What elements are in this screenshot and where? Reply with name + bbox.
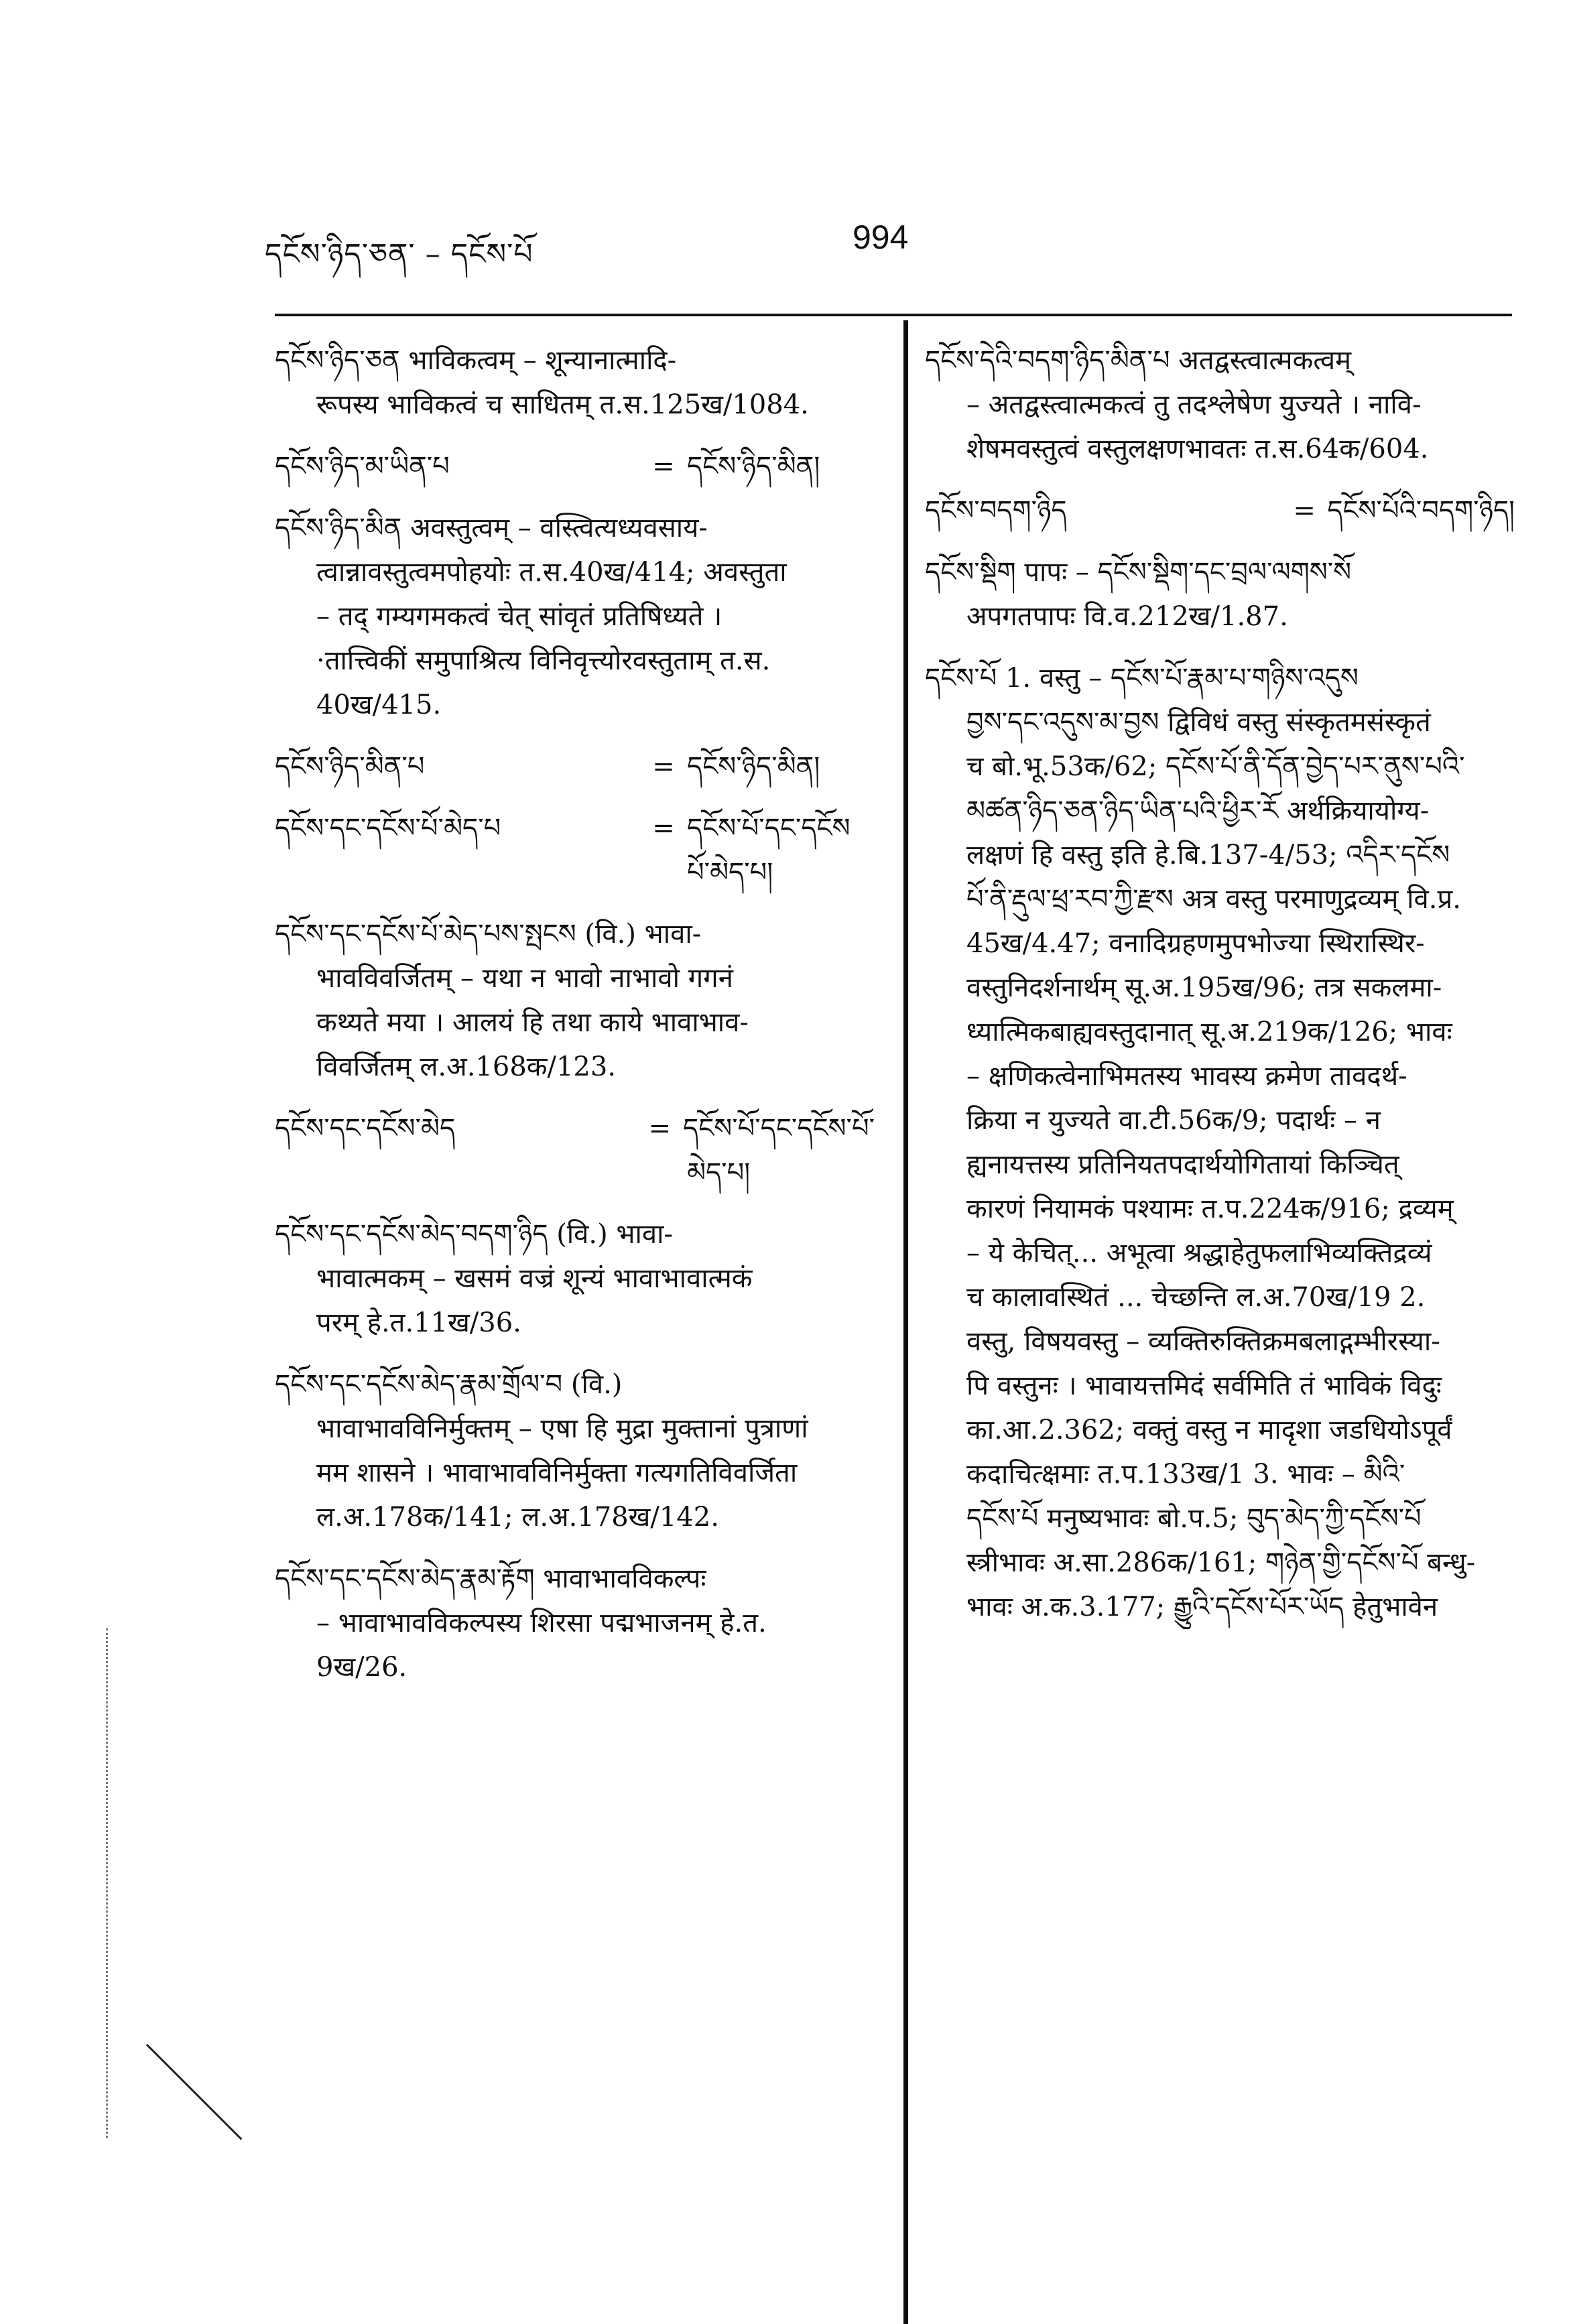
dictionary-entry	[275, 912, 875, 1089]
header-rule	[275, 314, 1512, 316]
equals-sign: =	[652, 813, 675, 844]
entry-text-line: पि वस्तुनः । भावायत्तमिदं सर्वमिति तं भाविकं विदुः	[966, 1370, 1442, 1401]
dictionary-entry	[925, 338, 1515, 471]
entry-text-line: कदाचित्क्षमाः त.प.133ख/1 3. भावः – མིའི་	[966, 1459, 1405, 1490]
entry-text-line: མཚན་ཉིད་ཅན་ཉིད་ཡིན་པའི་ཕྱིར་རོ अर्थक्रियायोग्य-	[966, 795, 1430, 826]
entry-text-line: का.आ.2.362; वक्तुं वस्तु न मादृशा जडधियोऽपूर्वं	[966, 1415, 1452, 1445]
entry-headword-line: དངོས་དང་དངོས་པོ་མེད་པས་སྤངས (वि.) भावा-	[275, 919, 702, 950]
entry-headword-line: དངོས་དང་དངོས་མེད་རྣམ་རྟོག भावाभावविकल्पः	[275, 1563, 706, 1594]
entry-headword-line: དངོས་ཉིད་ཅན भाविकत्वम् – शून्यानात्मादि-	[275, 345, 677, 376]
entry-headword: དངོས་བདག་ཉིད	[925, 495, 1067, 526]
cross-reference-continuation: མེད་པ།	[687, 1157, 751, 1188]
entry-text-line: དངོས་པོ मनुष्यभावः बो.प.5; བུད་མེད་ཀྱི་དངོས་པོ	[966, 1503, 1422, 1534]
dictionary-entry	[275, 444, 875, 489]
entry-text-line: स्त्रीभावः अ.सा.286क/161; གཉེན་གྱི་དངོས་པོ बन्धु-	[966, 1547, 1476, 1578]
entry-text-line: कारणं नियामकं पश्यामः त.प.224क/916; द्रव्यम्	[966, 1193, 1454, 1224]
entry-text-line: रूपस्य भाविकत्वं च साधितम् त.स.125ख/1084.	[316, 389, 809, 420]
entry-text-line: च कालावस्थितं ... चेच्छन्ति ल.अ.70ख/19 2.	[966, 1282, 1426, 1313]
dictionary-entry	[275, 745, 875, 789]
dictionary-entry	[275, 338, 875, 427]
entry-text-line: वस्तुनिदर्शनार्थम् सू.अ.195ख/96; तत्र सकलमा-	[966, 972, 1442, 1003]
entry-headword: དངོས་དང་དངོས་པོ་མེད་པ	[275, 813, 501, 844]
entry-headword-line: དངོས་ཉིད་མིན अवस्तुत्वम् – वस्त्वित्यध्यवसाय-	[275, 513, 708, 543]
scan-artifact-line	[146, 2044, 243, 2140]
dictionary-entry	[275, 1212, 875, 1345]
equals-sign: =	[648, 1113, 672, 1144]
cross-reference-target: དངོས་པོ་དང་དངོས་པོ་	[683, 1113, 875, 1144]
entry-headword-line: དངོས་དང་དངོས་མེད་བདག་ཉིད (वि.) भावा-	[275, 1219, 674, 1250]
dictionary-entry	[275, 1362, 875, 1539]
entry-text-line: कथ्यते मया । आलयं हि तथा काये भावाभाव-	[316, 1007, 749, 1038]
entry-text-line: परम् हे.त.11ख/36.	[316, 1307, 521, 1338]
equals-sign: =	[1293, 495, 1316, 526]
entry-text-line: अपगतपापः वि.व.212ख/1.87.	[966, 601, 1288, 632]
entry-headword-line: དངོས་པོ 1. वस्तु – དངོས་པོ་རྣམ་པ་གཉིས་འདུས	[925, 663, 1359, 694]
entry-text-line: བྱས་དང་འདུས་མ་བྱས द्विविधं वस्तु संस्कृतमसंस्कृतं	[966, 707, 1431, 738]
cross-reference	[275, 745, 875, 789]
entry-text-line: – तद् गम्यगमकत्वं चेत् सांवृतं प्रतिषिध्यते ।	[316, 601, 722, 632]
page-number: 994	[853, 218, 909, 256]
cross-reference	[275, 444, 875, 489]
entry-text-line: ल.अ.178क/141; ल.अ.178ख/142.	[316, 1502, 719, 1533]
dictionary-entry	[925, 656, 1515, 1629]
entry-text-line: भावाभावविनिर्मुक्तम् – एषा हि मुद्रा मुक्तानां पुत्राणां	[316, 1413, 808, 1444]
entry-text-line: – भावाभावविकल्पस्य शिरसा पद्मभाजनम् हे.त.	[316, 1608, 767, 1638]
entry-text-line: च बो.भू.53क/62; དངོས་པོ་ནི་དོན་བྱེད་པར་ནུས་པའི་	[966, 751, 1465, 782]
entry-headword: དངོས་ཉིད་མ་ཡིན་པ	[275, 451, 450, 482]
entry-text-line: 45ख/4.47; वनादिग्रहणमुपभोज्या स्थिरास्थिर-	[966, 928, 1425, 959]
entry-text-line: वस्तु, विषयवस्तु – व्यक्तिरुक्तिक्रमबलाद्गम्भीरस्या-	[966, 1326, 1440, 1357]
entry-text-line: – अतद्वस्त्वात्मकत्वं तु तदश्लेषेण युज्यते । नावि-	[966, 389, 1422, 420]
cross-reference-target: དངོས་པོ་དང་དངོས	[687, 813, 851, 844]
entry-text-line: विवर्जितम् ल.अ.168क/123.	[316, 1051, 617, 1082]
entry-text-line: ह्यनायत्तस्य प्रतिनियतपदार्थयोगितायां किञ्चित्	[966, 1149, 1399, 1180]
dictionary-entry	[275, 806, 875, 895]
entry-text-line: शेषमवस्तुत्वं वस्तुलक्षणभावतः त.स.64क/604.	[966, 434, 1429, 464]
cross-reference-target: དངོས་པོའི་བདག་ཉིད།	[1327, 495, 1515, 526]
dictionary-entry	[925, 489, 1515, 533]
entry-text-line: 9ख/26.	[316, 1652, 407, 1683]
entry-text-line: པོ་ནི་རྡུལ་ཕྲ་རབ་ཀྱི་རྫས अत्र वस्तु परमाणुद्रव्यम् वि.प्र.	[966, 884, 1461, 915]
cross-reference	[275, 1106, 875, 1151]
dictionary-entry	[275, 506, 875, 727]
running-header: དངོས་ཉིད་ཅན་ – དངོས་པོ	[265, 237, 533, 271]
entry-text-line: 40ख/415.	[316, 690, 442, 720]
right-column	[925, 338, 1515, 1647]
cross-reference-target: དངོས་ཉིད་མིན།	[687, 451, 820, 482]
equals-sign: =	[652, 451, 675, 482]
entry-headword-line: དངོས་སྡིག पापः – དངོས་སྡིག་དང་བྲལ་ལགས་སོ	[925, 557, 1352, 588]
cross-reference	[925, 489, 1515, 533]
margin-artifact	[106, 1628, 110, 2138]
entry-text-line: मम शासने । भावाभावविनिर्मुक्ता गत्यगतिविवर्जिता	[316, 1458, 798, 1488]
entry-headword-line: དངོས་དང་དངོས་མེད་རྣམ་གྲོལ་བ (वि.)	[275, 1369, 623, 1400]
entry-text-line: भावविवर्जितम् – यथा न भावो नाभावो गगनं	[316, 963, 733, 994]
column-divider	[903, 320, 908, 2324]
entry-text-line: भावः अ.क.3.177; རྒྱུའི་དངོས་པོར་ཡོད हेतुभावेन	[966, 1592, 1438, 1622]
dictionary-entry	[275, 1557, 875, 1689]
dictionary-entry	[925, 550, 1515, 639]
entry-text-line: – ये केचित्... अभूत्वा श्रद्धाहेतुफलाभिव्यक्तिद्रव्यं	[966, 1238, 1432, 1269]
entry-text-line: – क्षणिकत्वेनाभिमतस्य भावस्य क्रमेण तावदर्थ-	[966, 1061, 1407, 1092]
entry-text-line: भावात्मकम् – खसमं वज्रं शून्यं भावाभावात्मकं	[316, 1263, 753, 1294]
cross-reference-continuation: པོ་མེད་པ།	[687, 857, 773, 888]
entry-headword: དངོས་དང་དངོས་མེད	[275, 1113, 456, 1144]
entry-headword: དངོས་ཉིད་མིན་པ	[275, 751, 425, 782]
dictionary-entry	[275, 1106, 875, 1195]
entry-text-line: त्वान्नावस्तुत्वमपोहयोः त.स.40ख/414; अवस्तुता	[316, 557, 787, 588]
entry-text-line: क्रिया न युज्यते वा.टी.56क/9; पदार्थः – न	[966, 1105, 1381, 1136]
equals-sign: =	[652, 751, 675, 782]
cross-reference-target: དངོས་ཉིད་མིན།	[687, 751, 820, 782]
entry-headword-line: དངོས་དེའི་བདག་ཉིད་མིན་པ अतद्वस्त्वात्मकत्वम्	[925, 345, 1351, 376]
cross-reference	[275, 806, 875, 850]
entry-text-line: ध्यात्मिकबाह्यवस्तुदानात् सू.अ.219क/126; भावः	[966, 1017, 1452, 1047]
entry-text-line: ·तात्त्विकीं समुपाश्रित्य विनिवृत्त्योरवस्तुताम् त.स.	[316, 645, 771, 676]
left-column	[275, 338, 875, 1707]
entry-text-line: लक्षणं हि वस्तु इति हे.बि.137-4/53; འདིར་དངོས	[966, 840, 1450, 870]
